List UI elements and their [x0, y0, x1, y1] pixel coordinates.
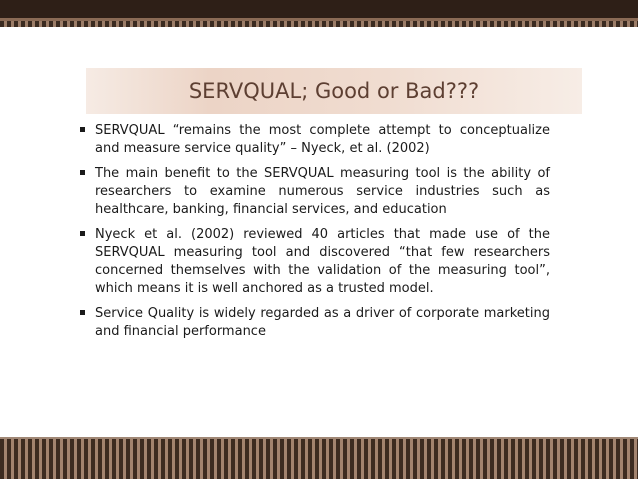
square-bullet-icon: [80, 231, 85, 236]
bullet-item: [80, 122, 550, 158]
top-header-bar: [0, 0, 638, 18]
square-bullet-icon: [80, 310, 85, 315]
square-bullet-icon: [80, 170, 85, 175]
bullet-text: The main benefit to the SERVQUAL measuring tool is the ability of researchers to examine numerous service industries such as healthcare, banking, financial services, and education: [95, 166, 550, 217]
bullet-text: Service Quality is widely regarded as a driver of corporate marketing and financial performance: [95, 306, 550, 339]
bullet-list: [80, 122, 550, 348]
bullet-text: SERVQUAL “remains the most complete attempt to conceptualize and measure service quality” – Nyeck, et al. (2002): [95, 123, 550, 156]
slide-title: SERVQUAL; Good or Bad???: [188, 79, 480, 103]
bottom-stripe-border: [0, 439, 638, 479]
square-bullet-icon: [80, 127, 85, 132]
top-stripe-border: [0, 21, 638, 27]
bullet-item: [80, 165, 550, 219]
bullet-item: [80, 305, 550, 341]
bullet-item: [80, 226, 550, 298]
bullet-text: Nyeck et al. (2002) reviewed 40 articles that made use of the SERVQUAL measuring tool and discovered “that few researchers concerned themselves with the validation of the measuring tool”, which means it is well anchored as a trusted model.: [95, 227, 550, 296]
